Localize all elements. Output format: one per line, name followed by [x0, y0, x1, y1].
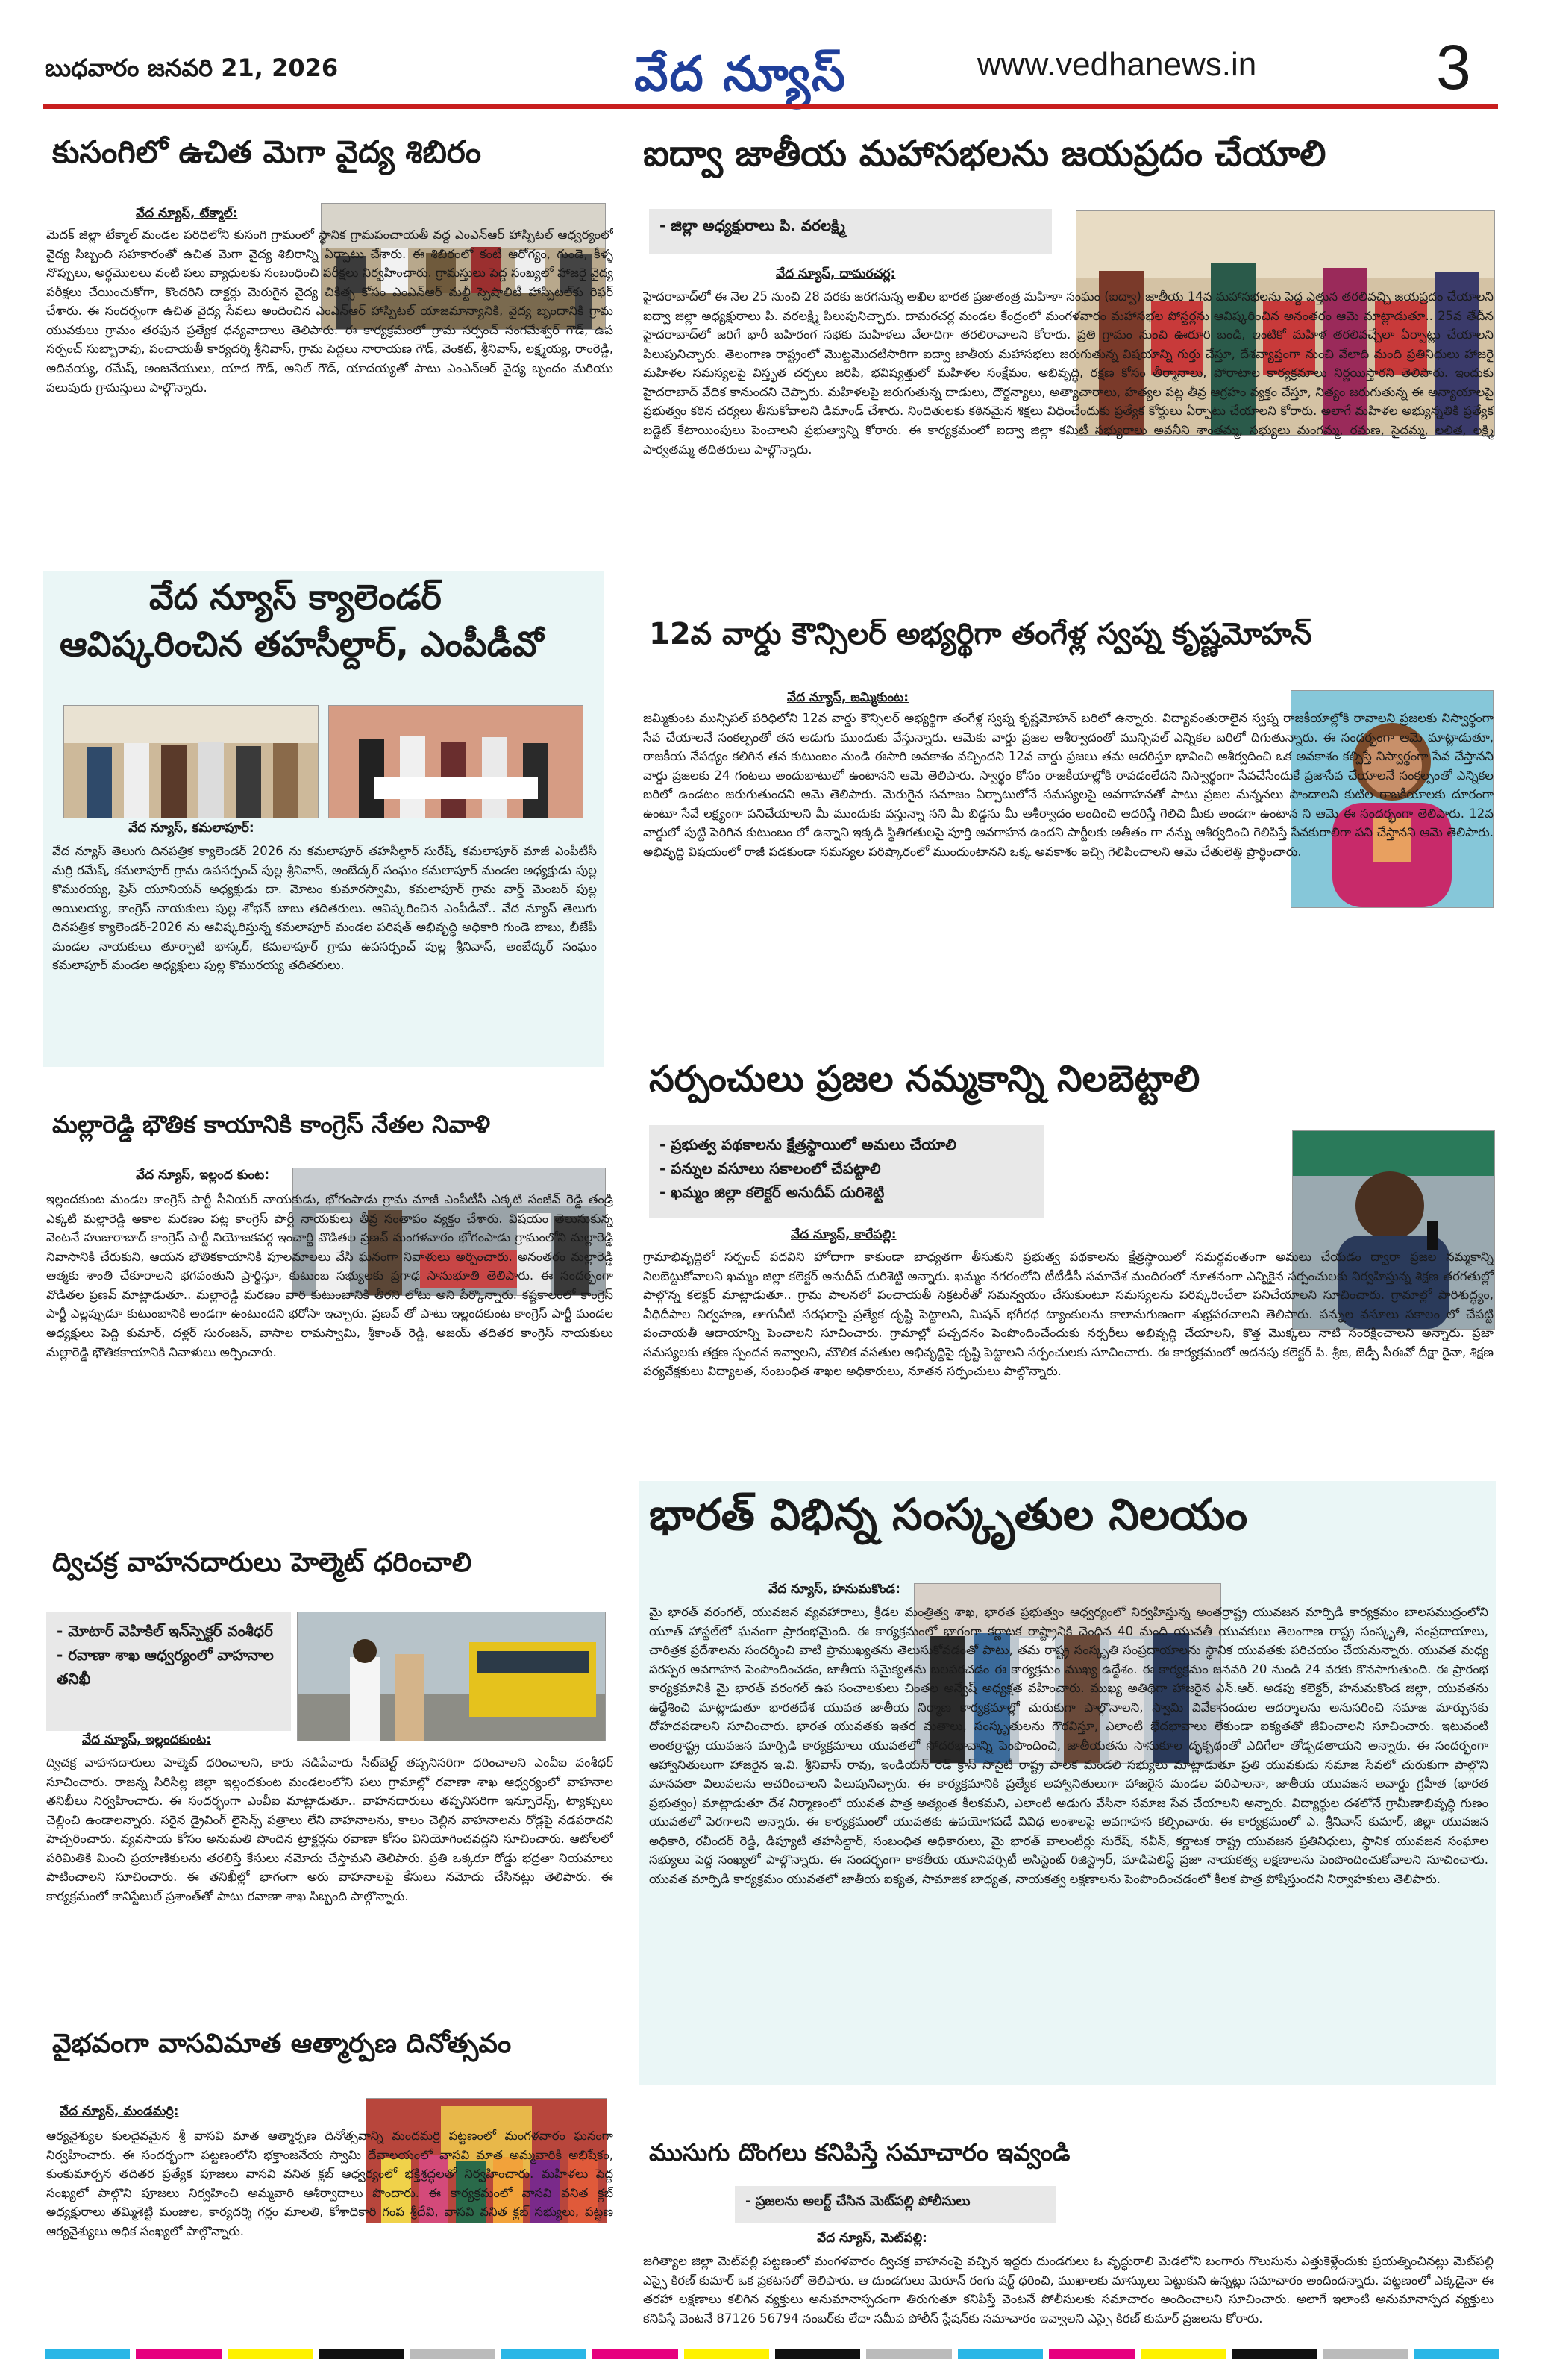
- article-mallareddy-byline: వేద న్యూస్, ఇల్లంద కుంట:: [136, 1168, 269, 1183]
- calendar-photo-1: [63, 705, 319, 818]
- article-helmet-body-wrap: [46, 1753, 613, 1977]
- article-sarpanch-sub-1: - ప్రభుత్వ పథకాలను క్షేత్రస్థాయిలో అమలు చేయాలి: [659, 1136, 956, 1153]
- article-thieves-body-wrap: [643, 2252, 1494, 2326]
- print-color-bar: [45, 2349, 1499, 2359]
- article-mallareddy-title: మల్లారెడ్డి భౌతిక కాయానికి కాంగ్రెస్ నేతల నివాళి: [52, 1110, 491, 1139]
- article-thieves-subhead: - ప్రజలను అలర్ట్ చేసిన మెట్‌పల్లి పోలీసులు: [735, 2186, 1056, 2223]
- article-councillor-body: జమ్మికుంట మున్సిపల్ పరిధిలోని 12వ వార్డు కౌన్సిలర్ అభ్యర్థిగా తంగేళ్ల స్వప్న కృష్ణమోహన్ బరిలో ఉన్నారు. విద్యావంతురాలైన స్వప్న రాజకీయాల్లోకి రావాలని ప్రజలకు నిస్వార్థంగా సేవ చేయాలనే సంకల్పంతో తన అడుగు ముందుకు వేస్తున్నారు. ఆమెకు వార్డు ప్రజల ఆశీర్వాదంతో మున్సిపల్ ఎన్నికల బరిలో దిగుతున్నారు. ఈ సందర్భంగా ఆమె మాట్లాడుతూ, రాజకీయ నేపథ్యం కలిగిన తన కుటుంబం నుండి ఈసారి అవకాశం వచ్చిందని 12వ వార్డు ప్రజలు తమ ఆదరిస్తూ భావించి ఆశీర్వదించి ఒక అవకాశం కల్పిస్తే నిస్వార్థంగా సేవ చేస్తానని వార్డు ప్రజలకు 24 గంటలు అందుబాటులో ఉంటానని ఆమె తెలిపారు. స్వార్థం కోసం రాజకీయాల్లోకి రావడంలేదని నిస్వార్థంగా సేవచేసేందుకే ప్రజాసేవ చేయాలనే సంకల్పంతో ఎన్నికల బరిలో ఉండటం జరుగుతుందని ఆమె తెలిపారు. మెరుగైన సమాజం ఏర్పాటులోనే సమస్యలపై అవగాహనతో పాటు ప్రజల మన్ననలు పొందాలని కుటిల రాజకీయాలకు దూరంగా ఉంటూ సేవే లక్ష్యంగా పనిచేయాలని మీ ముందుకు వస్తున్నా నని మీ బిడ్డను మీ ఆశీర్వాదం అందించి ఆదరిస్తే గెలిచి మీకు అండగా ఉంటాన ని ఆమె ఈ సందర్భంగా తెలిపారు. 12వ వార్డులో పుట్టి పెరిగిన కుటుంబం లో ఉన్నాని ఇక్కడి స్థితిగతులపై పూర్తి అవగాహన ఉందని పార్టీలకు అతీతం గా నన్ను ఆశీర్వదించి గెలిపిస్తే సేవకురాలిగా పని చేస్తానని ఆమె తెలిపారు. అభివృద్ధి విషయంలో రాజీ పడకుండా సమస్యల పరిష్కారంలో ముందుంటానని ఒక్క అవకాశం ఇచ్చి గెలిపించాలని ఆమె చేతులెత్తి ప్రార్థించారు.: [643, 711, 1494, 859]
- article-sarpanch-byline: వేద న్యూస్, కారేపల్లి:: [791, 1227, 897, 1242]
- article-calendar-title-2: ఆవిష్కరించిన తహసీల్దార్, ఎంపీడీవో: [60, 624, 544, 664]
- article-calendar-body-wrap: [52, 842, 597, 1058]
- article-medical-camp-byline: వేద న్యూస్, టేక్మాల్:: [136, 206, 238, 221]
- page-number: 3: [1436, 32, 1471, 102]
- article-helmet-sub-1: - మోటార్ వెహికిల్ ఇన్‌స్పెక్టర్ వంశీధర్: [57, 1622, 273, 1640]
- article-aidwa-title: ఐద్వా జాతీయ మహాసభలను జయప్రదం చేయాలి: [643, 133, 1326, 175]
- article-councillor-title: 12వ వార్డు కౌన్సిలర్ అభ్యర్థిగా తంగేళ్ల స్వప్న కృష్ణమోహన్: [649, 617, 1312, 651]
- article-helmet-body: ద్విచక్ర వాహనదారులు హెల్మెట్ ధరించాలని, కారు నడిపేవారు సీట్‌బెల్ట్ తప్పనిసరిగా ధరించాలని ఎంవీఐ వంశీధర్ సూచించారు. రాజన్న సిరిసిల్ల జిల్లా ఇల్లందకుంట మండలంలోని పలు గ్రామాల్లో రవాణా శాఖ ఆధ్వర్యంలో వాహనాల తనిఖీలు నిర్వహించారు. ఈ సందర్భంగా ఎంవీఐ మాట్లాడుతూ.. వాహనదారులు తప్పనిసరిగా ఇన్సూరెన్స్, ట్యాక్సులు చెల్లించి ఉండాలన్నారు. సరైన డ్రైవింగ్ లైసెన్స్ పత్రాలు లేని వాహనాలను, కాలం చెల్లిన వాహనాలను రోడ్లపై నడపరాదని హెచ్చరించారు. వ్యవసాయ కోసం అనుమతి పొందిన ట్రాక్టర్లను రవాణా కోసం వినియోగించవద్దని సూచించారు. ఆటోలలో పరిమితికి మించి ప్రయాణికులను తరలిస్తే కేసులు నమోదు చేస్తామని తెలిపారు. ప్రతి ఒక్కరూ రోడ్డు భద్రతా నియమాలు పాటించాలని సూచించారు. ఈ తనిఖీల్లో భాగంగా అరు వాహనాలపై కేసులు నమోదు చేసినట్లు తెలిపారు. ఈ కార్యక్రమంలో కానిస్టేబుల్ ప్రశాంత్‌తో పాటు రవాణా శాఖ సిబ్బంది పాల్గొన్నారు.: [46, 1756, 613, 1903]
- article-mallareddy-body: ఇల్లందకుంట మండల కాంగ్రెస్ పార్టీ సీనియర్ నాయకుడు, భోగంపాడు గ్రామ మాజీ ఎంపీటీసీ ఎక్కటి సంజీవ్ రెడ్డి తండ్రి ఎక్కటి మల్లారెడ్డి అకాల మరణం పట్ల కాంగ్రెస్ పార్టీ నాయకులు తీవ్ర సంతాపం వ్యక్తం చేశారు. విషయం తెలుసుకున్న వెంటనే హుజురాబాద్ కాంగ్రెస్ పార్టీ నియోజకవర్గ ఇంచార్జి వొడితల ప్రణవ్ మంగళవారం భోగంపాడు గ్రామంలోని మల్లారెడ్డి నివాసానికి చేరుకుని, ఆయన భౌతికకాయానికి పూలమాలలు వేసి ఘనంగా నివాళులు అర్పించారు. అనంతరం మల్లారెడ్డి ఆత్మకు శాంతి చేకూరాలని భగవంతుని ప్రార్థిస్తూ, కుటుంబ సభ్యులకు ప్రగాఢ సానుభూతి తెలిపారు. ఈ సందర్భంగా వొడితల ప్రణవ్ మాట్లాడుతూ.. మల్లారెడ్డి మరణం వారి కుటుంబానికి తీరని లోటు అని పేర్కొన్నారు. కష్టకాలంలో కాంగ్రెస్ పార్టీ ఎల్లప్పుడూ కుటుంబానికి అండగా ఉంటుందని భరోసా ఇచ్చారు. ప్రణవ్ తో పాటు ఇల్లందకుంట కాంగ్రెస్ పార్టీ మండల అధ్యక్షులు పెద్ది కుమార్, దళ్లర్ సురంజన్, వాసాల రామస్వామి, శ్రీకాంత్ రెడ్డి, అజయ్ తదితర కాంగ్రెస్ నాయకులు మల్లారెడ్డి భౌతికకాయానికి నివాళులు అర్పించారు.: [46, 1192, 613, 1359]
- article-helmet-subheads: [46, 1612, 291, 1731]
- header-rule: [43, 104, 1498, 109]
- calendar-photo-2: [328, 705, 583, 818]
- article-vasavi-byline: వేద న్యూస్, మండమర్రి:: [60, 2104, 179, 2119]
- article-vasavi-title: వైభవంగా వాసవిమాత ఆత్మార్పణ దినోత్సవం: [52, 2029, 512, 2059]
- article-sarpanch-body-wrap: [643, 1247, 1494, 1486]
- article-bharat-title: భారత్ విభిన్న సంస్కృతుల నిలయం: [649, 1489, 1248, 1540]
- newspaper-logo: వేద న్యూస్: [634, 46, 847, 102]
- article-medical-camp-body-wrap: [46, 225, 613, 516]
- issue-date: బుధవారం జనవరి 21, 2026: [45, 54, 339, 82]
- article-medical-camp-body: మెదక్ జిల్లా టేక్మాల్ మండల పరిధిలోని కుసంగి గ్రామంలో స్థానిక గ్రామపంచాయతీ వద్ద ఎంఎన్ఆర్ హాస్పిటల్ ఆధ్వర్యంలో వైద్య సిబ్బంది సహకారంతో ఉచిత మెగా వైద్య శిబిరాన్ని ఏర్పాటు చేశారు. ఈ శిబిరంలో కంటి ఆరోగ్యం, గుండె, కీళ్ళ నొప్పులు, అర్థమొలలు వంటి పలు వ్యాధులకు సంబంధించి పరీక్షలు నిర్వహించారు. గ్రామస్తులు పెద్ద సంఖ్యలో హాజరై వైద్య పరీక్షలు చేయించుకోగా, కొందరిని దాక్టర్లు మెరుగైన వైద్య చికిత్స కోసం ఎంఎన్ఆర్ మల్టీ స్పెషాలిటీ హాస్పిటల్‌కు రిఫర్ చేశారు. ఈ సందర్భంగా ఉచిత వైద్య సేవలు అందించిన ఎంఎన్ఆర్ హాస్పిటల్ యాజమాన్యానికి, వైద్య బృందానికి గ్రామ యువకులు గ్రామం తరఫున ప్రత్యేక ధన్యవాదాలు తెలిపారు. ఈ కార్యక్రమంలో గ్రామ సర్పంచ్ సంగమేశ్వర్ గౌడ్, ఉప సర్పంచ్ సుబ్బారావు, పంచాయతీ కార్యదర్శి శ్రీనివాస్, గ్రామ పెద్దలు నారాయణ గౌడ్, వెంకట్, శ్రీనివాస్, లక్ష్మయ్య, రాంరెడ్డి, అదివయ్య, రమేష్, అంజనేయులు, యాద గౌడ్, అనిల్ గౌడ్, యాదయ్యతో పాటు ఎంఎన్ఆర్ వైద్య బృందం మరియు పలువురు గ్రామస్తులు పాల్గొన్నారు.: [46, 228, 613, 395]
- article-helmet-byline: వేద న్యూస్, ఇల్లందకుంట:: [82, 1732, 212, 1747]
- article-medical-camp-title: కుసంగిలో ఉచిత మెగా వైద్య శిబిరం: [52, 134, 482, 170]
- article-bharat-body: మై భారత్ వరంగల్, యువజన వ్యవహారాలు, క్రీడల మంత్రిత్వ శాఖ, భారత ప్రభుత్వం ఆధ్వర్యంలో నిర్వహిస్తున్న అంతర్రాష్ట్ర యువజన మార్పిడి కార్యక్రమం బాలసముద్రంలోని యూత్ హాస్టల్‌లో ఘనంగా ప్రారంభమైంది. ఈ కార్యక్రమంలో భాగంగా కర్ణాటక రాష్ట్రానికి చెందిన 40 మంది యువతీ యువకులు తెలంగాణ రాష్ట్ర సంస్కృతి, సంప్రదాయాలు, చారిత్రక ప్రదేశాలను సందర్శించి వాటి ప్రాముఖ్యతను తెలుసుకోవడంతో పాటు, తమ రాష్ట్ర సంస్కృతి సంప్రదాయాలను స్థానిక యువతకు పరిచయం చేయనున్నారు. యువత మధ్య పరస్పర అవగాహన పెంపొందించడం, జాతీయ సమైక్యతను బలపరచడం ఈ కార్యక్రమం ముఖ్య ఉద్దేశం. ఈ కార్యక్రమం జనవరి 20 నుండి 24 వరకు కొనసాగుతుంది. ఈ ప్రారంభ కార్యక్రమానికి మై భారత్ వరంగల్ ఉప సంచాలకులు చింతల అన్వేష్ అధ్యక్షత వహించారు. ముఖ్య అతిథిగా హాజరైన ఎన్.ఆర్. అడపు కలెక్టర్, హనుమకొండ జిల్లా, యువతను ఉద్దేశించి మాట్లాడుతూ భారతదేశ యువత జాతీయ నిర్మాణ కార్యక్రమాల్లో చురుకుగా పాల్గొనాలని, స్వామి వివేకానందుల ఆదర్శాలను అనుసరించి సమాజ మార్పునకు దోహదపడాలని సూచించారు. భారత యువతకు ఇతర మతాలు, సంస్కృతులను గౌరవిస్తూ, ఎలాంటి భేదభావాలు లేకుండా ఐక్యతతో జీవించాలని సూచించారు. ఇటువంటి అంతర్రాష్ట్ర యువజన మార్పిడి కార్యక్రమాలు యువతలో సోదరభావాన్ని పెంపొందించి, జాతీయతను సానుకూల దృక్పథంతో ఎదిగేలా తోడ్పడతాయని అన్నారు. ఈ సందర్భంగా ఆహ్వానితులుగా హాజరైన ఇ.వి. శ్రీనివాస్ రావు, ఇండియన్ రెడ్ క్రాస్ సొసైటీ రాష్ట్ర పాలక మండలి సభ్యులు మాట్లాడుతూ ప్రతి యువకుడు సమాజ సేవలో చురుకుగా పాల్గొని మానవతా విలువలను ఆచరించాలని పిలుపునిచ్చారు. ఈ కార్యక్రమానికి ప్రత్యేక అహ్వానితులుగా హాజరైన మండల పరిపాలనా, జాతీయ యువజన అవార్డు గ్రహీత (భారత ప్రభుత్వం) మాట్లాడుతూ దేశ నిర్మాణంలో యువత పాత్ర అత్యంత కీలకమని, ఎలాంటి అడుగు వేసినా సమాజ సేవ చేయాలని అన్నారు. విద్యార్థుల దశలోనే గ్రామీణాభివృద్ధి గుణం యువతలో పెరగాలని అన్నారు. ఈ కార్యక్రమంలో యువతకు ఉపయోగపడే వివిధ అంశాలపై అవగాహన కల్పించారు. ఈ కార్యక్రమంలో ఎ. శ్రీనివాస్ కుమార్, జిల్లా యువజన అధికారి, రవీందర్ రెడ్డి, డిప్యూటీ తహసీల్దార్, సంబంధిత అధికారులు, మై భారత్ వాలంటీర్లు సురేష్, నవీన్, కర్ణాటక రాష్ట్ర యువజన ప్రతినిధులు, స్థానిక యువజన సంఘాల సభ్యులు పెద్ద సంఖ్యలో పాల్గొన్నారు. ఈ సందర్భంగా కాకతీయ యూనివర్సిటీ అసిస్టెంట్ రిజిస్ట్రార్, మాడిపెలిస్ట్ ప్రజా నాయకత్వ లక్షణాలను పెంపొందించుకోవాలని సూచించారు. యువత మార్పిడి కార్యక్రమం యువతలో జాతీయ ఐక్యత, సామాజిక బాధ్యత, నాయకత్వ లక్షణాలను పెంపొందించడంలో కీలక పాత్ర పోషిస్తుందని నిర్వాహకులు తెలిపారు.: [649, 1605, 1488, 1886]
- article-thieves-title: ముసుగు దొంగలు కనిపిస్తే సమాచారం ఇవ్వండి: [649, 2138, 1071, 2167]
- article-aidwa-body: హైదరాబాద్‌లో ఈ నెల 25 నుంచి 28 వరకు జరగనున్న అఖిల భారత ప్రజాతంత్ర మహిళా సంఘం (ఐద్వా) జాతీయ 14వ మహాసభలను పెద్ద ఎత్తున తరలివచ్చి జయప్రదం చేయాలని ఐద్వా జిల్లా అధ్యక్షురాలు పి. వరలక్ష్మి పిలుపునిచ్చారు. దామరచర్ల మండల కేంద్రంలో మంగళవారం మహాసభల పోస్టర్లను ఆవిష్కరించిన అనంతరం ఆమె మాట్లాడుతూ.. 25వ తేదీన హైదరాబాద్‌లో జరిగే భారీ బహిరంగ సభకు మహిళలు వేలాదిగా తరలిరావాలని కోరారు. ప్రతి గ్రామం నుంచి ఊరూరి బండి, ఇంటికో మహిళ తరలివచ్చేలా ఏర్పాట్లు చేయాలని పిలుపునిచ్చారు. తెలంగాణ రాష్ట్రంలో మొట్టమొదటిసారిగా ఐద్వా జాతీయ మహాసభలు జరుగుతున్న విషయాన్ని గుర్తు చేస్తూ, దేశవ్యాప్తంగా నుంచి వేలాది మంది ప్రతినిధులు హాజరై మహిళల సమస్యలపై విస్తృత చర్చలు జరిపి, భవిష్యత్తులో మహిళల సంక్షేమం, అభివృద్ధి, రక్షణ కోసం తీర్మానాలు, పోరాటాల కార్యక్రమాలు నిర్ణయిస్తారని తెలిపారు. ఇందుకు హైదరాబాద్ వేదిక కానుందని చెప్పారు. మహిళలపై జరుగుతున్న దాడులు, దౌర్జన్యాలు, అత్యాచారాలు, హత్యల పట్ల తీవ్ర ఆగ్రహం వ్యక్తం చేస్తూ, నిత్యం జరుగుతున్న ఈ అన్యాయాలపై ప్రభుత్వం కఠిన చర్యలు తీసుకోవాలని డిమాండ్ చేశారు. నిందితులకు కఠినమైన శిక్షలు విధించేందుకు ప్రత్యేక కోర్టులు ఏర్పాటు చేయాలని కోరారు. అలాగే మహిళల అభ్యున్నతికి ప్రత్యేక బడ్జెట్ కేటాయింపులు పెంచాలని ప్రభుత్వాన్ని కోరారు. ఈ కార్యక్రమంలో ఐద్వా జిల్లా కమిటీ సభ్యురాలు అవనీని శాంతమ్మ, సభ్యులు మంగమ్మ, రమణ, సైదమ్మ, లలిత, లక్ష్మి పార్వతమ్మ తదితరులు పాల్గొన్నారు.: [643, 289, 1494, 457]
- article-bharat-byline: వేద న్యూస్, హనుమకొండ:: [768, 1582, 900, 1597]
- article-councillor-byline: వేద న్యూస్, జమ్మికుంట:: [787, 690, 909, 705]
- article-sarpanch-title: సర్పంచులు ప్రజల నమ్మకాన్ని నిలబెట్టాలి: [649, 1058, 1200, 1100]
- article-mallareddy-body-wrap: [46, 1190, 613, 1511]
- article-aidwa-body-wrap: [643, 287, 1494, 563]
- article-calendar-title-1: వేద న్యూస్ క్యాలెండర్: [149, 577, 442, 617]
- article-vasavi-body-wrap: [46, 2126, 613, 2309]
- article-councillor-body-wrap: [643, 709, 1494, 1015]
- article-calendar-byline: వేద న్యూస్, కమలాపూర్:: [128, 821, 254, 836]
- website-url[interactable]: www.vedhanews.in: [977, 46, 1257, 83]
- article-bharat-body-wrap: [649, 1603, 1488, 2073]
- article-thieves-byline: వేద న్యూస్, మెట్‌పల్లి:: [817, 2231, 927, 2246]
- article-helmet-sub-2: - రవాణా శాఖ ఆధ్వర్యంలో వాహనాల తనిఖీ: [57, 1646, 274, 1688]
- helmet-photo: [297, 1612, 606, 1741]
- article-calendar-body: వేద న్యూస్ తెలుగు దినపత్రిక క్యాలెండర్ 2026 ను కమలాపూర్ తహసీల్దార్ సురేష్, కమలాపూర్ మాజీ ఎంపీటీసీ మర్రి రమేష్, కమలాపూర్ గ్రామ ఉపసర్పంచ్ పుల్ల శ్రీనివాస్, అంబేద్కర్ సంఘం కమలాపూర్ మండల అధ్యక్షుడు పుల్ల కొమురయ్య, ప్రెస్ యూనియన్ అధ్యక్షుడు దా. మోటం కుమారస్వామి, కమలాపూర్ గ్రామ వార్డ్ మెంబర్ పుల్ల అయిలయ్య, కాంగ్రెస్ నాయకులు పుల్ల శోభన్ బాబు తదితరులు. ఆవిష్కరించిన ఎంపీడీవో.. వేద న్యూస్ తెలుగు దినపత్రిక క్యాలెండర్-2026 ను ఆవిష్కరిస్తున్న కమలాపూర్ మండల పరిషత్ అభివృద్ధి అధికారి గుండె బాబు, బీజేపీ మండల నాయకులు తూర్పాటి భాస్కర్, కమలాపూర్ గ్రామ ఉపసర్పంచ్ పుల్ల శ్రీనివాస్, అంబేద్కర్ సంఘం కమలాపూర్ మండల అధ్యక్షులు పుల్ల కొమురయ్య తదితరులు.: [52, 844, 597, 973]
- article-sarpanch-subheads: [649, 1125, 1044, 1218]
- article-sarpanch-body: గ్రామాభివృద్ధిలో సర్పంచ్ పదవిని హోదాగా కాకుండా బాధ్యతగా తీసుకుని ప్రభుత్వ పథకాలను క్షేత్రస్థాయిలో సమర్థవంతంగా అమలు చేయడం ద్వారా ప్రజల నమ్మకాన్ని నిలబెట్టుకోవాలని ఖమ్మం జిల్లా కలెక్టర్ అనుదీప్ దురిశెట్టి అన్నారు. ఖమ్మం నగరంలోని టీటీడీసీ సమావేశ మందిరంలో నూతనంగా ఎన్నికైన సర్పంచులకు నిర్వహిస్తున్న శిక్షణ తరగతుల్లో పాల్గొన్న కలెక్టర్ మాట్లాడుతూ.. గ్రామ పాలనలో పంచాయతీ సెక్రటరీతో సమన్వయం చేసుకుంటూ సమస్యలను పరిష్కరించేలా పనిచేయాలని సూచించారు. గ్రామాల్లో పారిశుద్ధ్యం, వీధిదీపాల నిర్వహణ, తాగునీటి సరఫరాపై ప్రత్యేక దృష్టి పెట్టాలని, మిషన్ భగీరథ ట్యాంకులను కాలానుగుణంగా శుభ్రపరచాలని తెలిపారు. పన్నుల వసూలు సకాలం లో చేపట్టి పంచాయతీ ఆదాయాన్ని పెంచాలని సూచించారు. గ్రామాల్లో పచ్చదనం పెంపొందించేందుకు నర్సరీలు అభివృద్ధి చేయాలని, కొత్త మొక్కలు నాటి సంరక్షించాలని అన్నారు. ప్రజా సమస్యలకు తక్షణ స్పందన ఇవ్వాలని, మౌలిక వసతుల అభివృద్ధిపై దృష్టి పెట్టాలని సర్పంచులకు సూచించారు. ఈ కార్యక్రమంలో అదనపు కలెక్టర్ పి. శ్రీజ, జెడ్పీ సీఈవో దీక్షా రైనా, శిక్షణ పర్యవేక్షకులు విద్యాలత, సంబంధిత శాఖల అధికారులు, నూతన సర్పంచులు పాల్గొన్నారు.: [643, 1250, 1494, 1379]
- article-vasavi-body: ఆర్యవైశ్యుల కులదైవమైన శ్రీ వాసవి మాత ఆత్మార్పణ దినోత్సవాన్ని మందమర్రి పట్టణంలో మంగళవారం ఘనంగా నిర్వహించారు. ఈ సందర్భంగా పట్టణంలోని భక్తాంజనేయ స్వామి దేవాలయంలో వాసవి మాత అమ్మవారికి అభిషేకం, కుంకుమార్చన తదితర ప్రత్యేక పూజలు వాసవి వనిత క్లబ్ ఆధ్వర్యంలో భక్తిశ్రద్ధలతో నిర్వహించారు. మహిళలు పెద్ద సంఖ్యలో పాల్గొని పూజలు నిర్వహించి అమ్మవారి ఆశీర్వాదాలు పొందారు. ఈ కార్యక్రమంలో వాసవి వనిత క్లబ్ అధ్యక్షురాలు తమ్మిశెట్టి మంజుల, కార్యదర్శి గర్లం మాలతి, కోశాధికారి గంప శ్రీదేవి, వాసవి వనిత క్లబ్ సభ్యులు, పట్టణ ఆర్యవైశ్యులు అధిక సంఖ్యలో పాల్గొన్నారు.: [46, 2129, 613, 2238]
- article-helmet-title: ద్విచక్ర వాహనదారులు హెల్మెట్ ధరించాలి: [52, 1547, 472, 1578]
- article-aidwa-byline: వేద న్యూస్, దామరచర్ల:: [776, 266, 896, 281]
- article-sarpanch-sub-3: - ఖమ్మం జిల్లా కలెక్టర్ అనుదీప్ దురిశెట్టి: [659, 1183, 885, 1201]
- article-thieves-body: జగిత్యాల జిల్లా మెట్‌పల్లి పట్టణంలో మంగళవారం ద్విచక్ర వాహనంపై వచ్చిన ఇద్దరు దుండగులు ఓ వృద్ధురాలి మెడలోని బంగారు గొలుసును ఎత్తుకెళ్లేందుకు ప్రయత్నించినట్లు మెట్‌పల్లి ఎస్సై కిరణ్ కుమార్ ఒక ప్రకటనలో తెలిపారు. ఆ దుండగులు మెరూన్ రంగు షర్ట్ ధరించి, ముఖాలకు మాస్కులు పెట్టుకుని ఉన్నట్లు సమాచారం అందిందన్నారు. పట్టణంలో ఎక్కడైనా ఈ తరహా లక్షణాలు కలిగిన వ్యక్తులు అనుమానాస్పదంగా తిరుగుతూ కనిపిస్తే వెంటనే పోలీసులకు సమాచారం అందించాలని సూచించారు. అలాగే ఇలాంటి అనుమానాస్పద వ్యక్తులు కనిపిస్తే వెంటనే 87126 56794 నంబర్‌కు లేదా సమీప పోలీస్ స్టేషన్‌కు సమాచారం ఇవ్వాలని ఎస్సై కిరణ్ కుమార్ ప్రజలను కోరారు.: [643, 2254, 1494, 2326]
- article-aidwa-subhead: - జిల్లా అధ్యక్షురాలు పి. వరలక్ష్మి: [649, 209, 1052, 254]
- article-sarpanch-sub-2: - పన్నుల వసూలు సకాలంలో చేపట్టాలి: [659, 1159, 881, 1177]
